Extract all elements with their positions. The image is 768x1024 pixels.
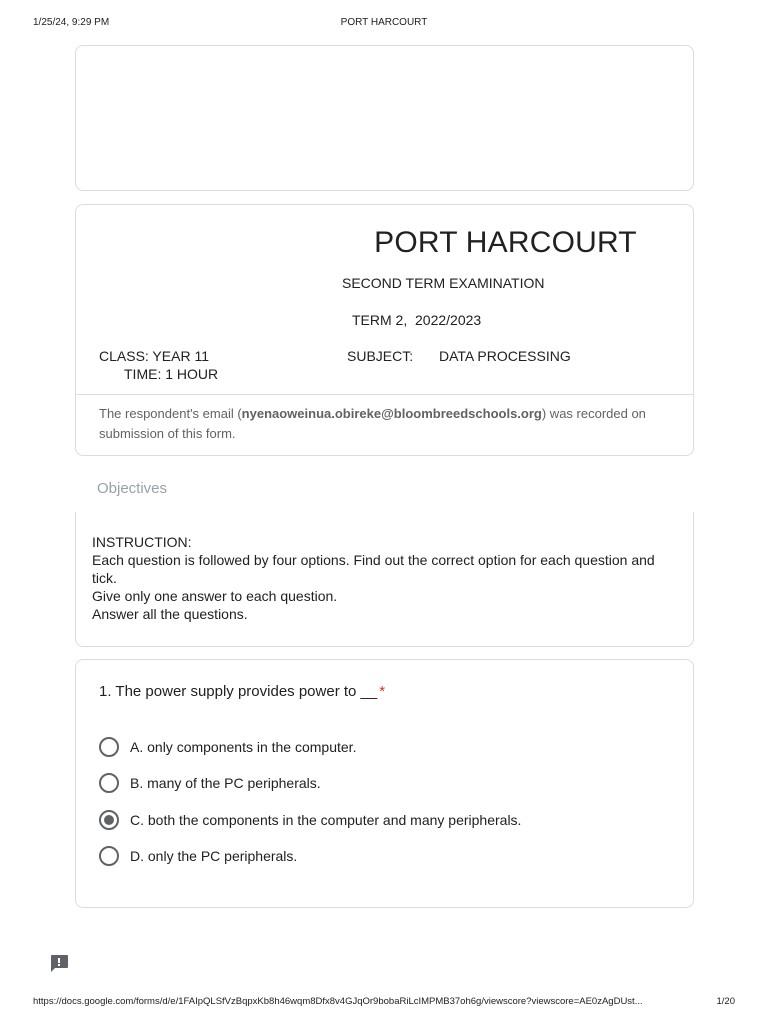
- page-number: 1/20: [716, 996, 735, 1007]
- term-line: TERM 2, 2022/2023: [352, 312, 482, 328]
- question-card: [75, 659, 694, 908]
- radio-button-selected[interactable]: [99, 810, 119, 830]
- print-title: PORT HARCOURT: [340, 17, 428, 28]
- question-title: [99, 683, 385, 700]
- divider: [76, 394, 693, 395]
- time-line: TIME: 1 HOUR: [124, 366, 219, 382]
- radio-button[interactable]: [99, 737, 119, 757]
- form-title-card: [75, 204, 694, 456]
- exam-name: SECOND TERM EXAMINATION: [342, 275, 545, 291]
- header-banner: [75, 45, 694, 191]
- print-timestamp: 1/25/24, 9:29 PM: [33, 17, 110, 28]
- respondent-email-note: [99, 404, 669, 443]
- page-url: https://docs.google.com/forms/d/e/1FAIpQLSfVzBqpxKb8h46wqm8Dfx8v4GJqOr9bobaRiLcIMPMB37oh6g/viewscore?viewscore=AE0zAgDUst...: [33, 996, 643, 1007]
- form-title: PORT HARCOURT: [374, 226, 637, 259]
- respondent-email: nyenaoweinua.obireke@bloombreedschools.org: [241, 406, 542, 421]
- option-label: D. only the PC peripherals.: [130, 848, 298, 864]
- class-line: CLASS: YEAR 11: [99, 348, 209, 364]
- email-note-prefix: The respondent's email (: [99, 406, 242, 421]
- question-text: 1. The power supply provides power to __: [99, 683, 378, 700]
- instruction-line: INSTRUCTION:: [92, 534, 192, 550]
- section-title: Objectives: [97, 480, 168, 497]
- option-d[interactable]: [99, 846, 297, 866]
- option-label: C. both the components in the computer and many peripherals.: [130, 812, 522, 828]
- subject-value: DATA PROCESSING: [439, 348, 571, 364]
- option-label: A. only components in the computer.: [130, 739, 357, 755]
- radio-button[interactable]: [99, 846, 119, 866]
- radio-button[interactable]: [99, 773, 119, 793]
- instruction-line: Each question is followed by four options. Find out the correct option for each question and tick.: [92, 552, 655, 586]
- option-a[interactable]: [99, 737, 356, 757]
- instructions-card: [75, 512, 694, 647]
- instruction-line: Answer all the questions.: [92, 606, 248, 622]
- option-label: B. many of the PC peripherals.: [130, 775, 321, 791]
- required-asterisk: *: [379, 683, 386, 700]
- feedback-icon[interactable]: [49, 954, 69, 973]
- option-c[interactable]: [99, 810, 521, 830]
- instruction-line: Give only one answer to each question.: [92, 588, 338, 604]
- email-note-suffix: ) was recorded on submission of this form.: [99, 406, 646, 441]
- subject-label: SUBJECT:: [347, 348, 414, 364]
- option-b[interactable]: [99, 773, 321, 793]
